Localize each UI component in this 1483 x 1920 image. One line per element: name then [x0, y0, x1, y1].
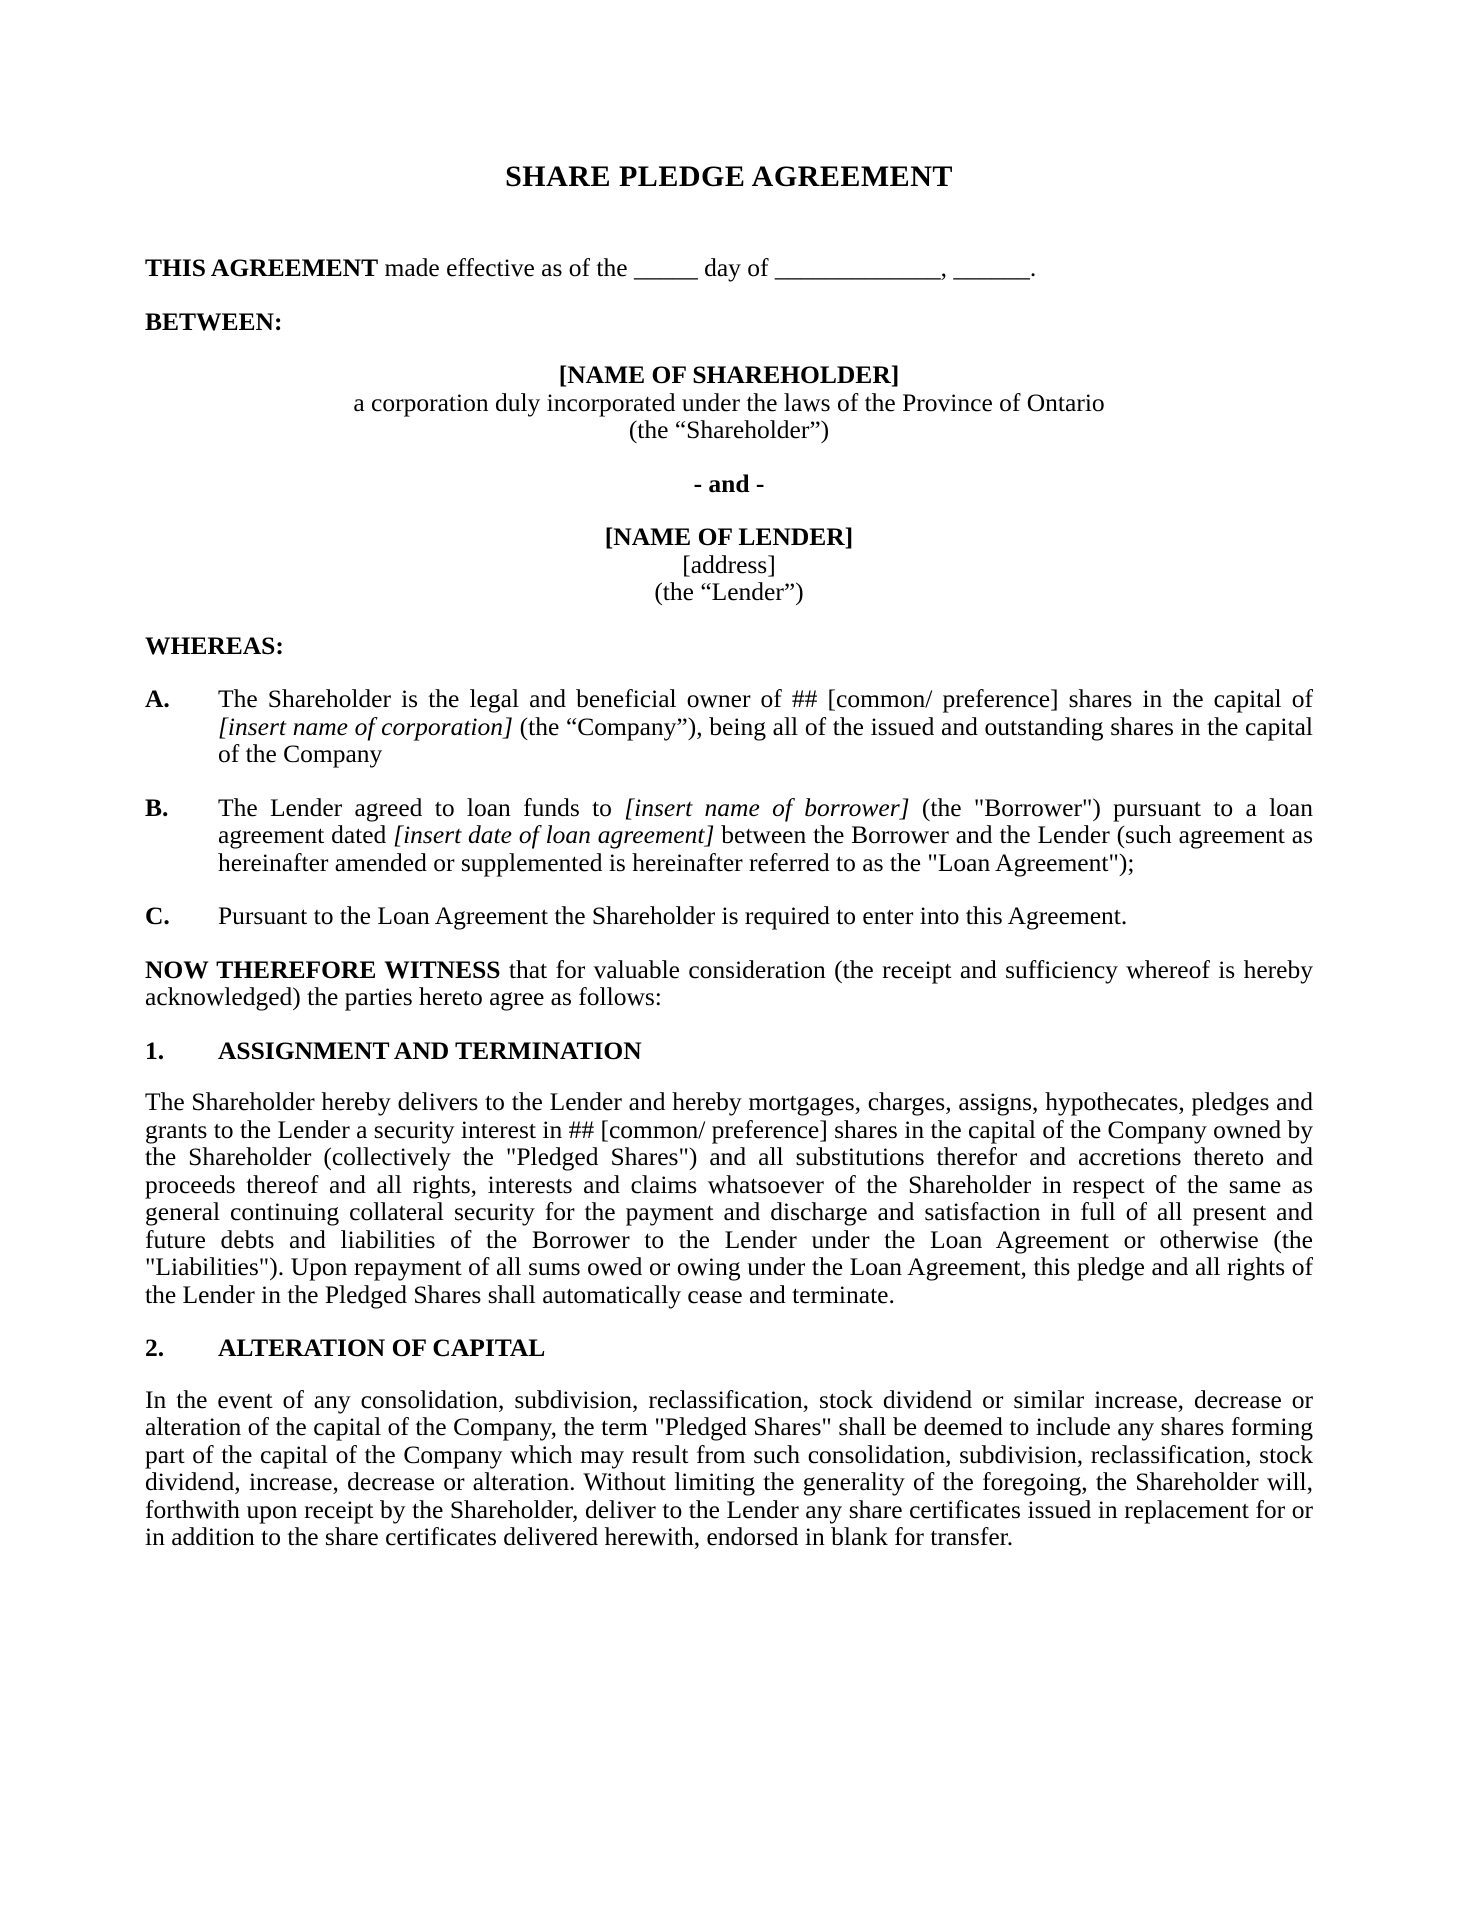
recital-b-text — [218, 794, 1313, 877]
recital-a-placeholder-1: [insert name of corporation] — [218, 711, 513, 741]
recital-a-part-1: The Shareholder is the legal and beneficial owner of ## [common/ preference] shares in the capital of — [218, 684, 1313, 713]
recital-b-part-3: between the Borrower and the Lender (such agreement as hereinafter amended or supplemented is hereinafter referred to as the "Loan Agreement"); — [218, 820, 1313, 877]
recital-a — [145, 685, 1313, 768]
section-2-title: ALTERATION OF CAPITAL — [218, 1333, 546, 1362]
therefore-rest: that for valuable consideration (the receipt and sufficiency whereof is hereby acknowledged) the parties hereto agree as follows: — [145, 954, 1313, 1011]
therefore-lead: NOW THEREFORE WITNESS — [145, 954, 501, 984]
party-lender — [145, 523, 1313, 606]
lender-alias: (the “Lender”) — [654, 577, 804, 606]
blank-year: ______ — [953, 253, 1030, 282]
intro-lead: THIS AGREEMENT — [145, 253, 379, 282]
section-2-number: 2. — [145, 1333, 165, 1362]
section-1-body: The Shareholder hereby delivers to the Lender and hereby mortgages, charges, assigns, hypothecates, pledges and grants to the Lender a security interest in ## [common/ preference] shares in the capital of the Company owned by the Shareholder (collectively the "Pledged Shares") and all substitutions therefor and accretions thereto and proceeds thereof and all rights, interests and claims whatsoever of the Shareholder in respect of the same as general continuing collateral security for the payment and discharge and satisfaction in full of all present and future debts and liabilities of the Borrower to the Lender under the Loan Agreement or otherwise (the "Liabilities"). Upon repayment of all sums owed or owing under the Loan Agreement, this pledge and all rights of the Lender in the Pledged Shares shall automatically cease and terminate. — [145, 1087, 1313, 1309]
section-1-title: ASSIGNMENT AND TERMINATION — [218, 1035, 642, 1065]
section-2-body: In the event of any consolidation, subdivision, reclassification, stock dividend or similar increase, decrease or alteration of the capital of the Company, the term "Pledged Shares" shall be deemed to include any shares forming part of the capital of the Company which may result from such consolidation, subdivision, reclassification, stock dividend, increase, decrease or alteration. Without limiting the generality of the foregoing, the Shareholder will, forthwith upon receipt by the Shareholder, deliver to the Lender any share certificates issued in replacement for or in addition to the share certificates delivered herewith, endorsed in blank for transfer. — [145, 1384, 1313, 1551]
blank-day: _____ — [633, 253, 698, 282]
recital-b-part-1: The Lender agreed to loan funds to — [218, 792, 625, 822]
section-2-heading — [145, 1334, 1313, 1362]
recital-a-text — [218, 685, 1313, 768]
recital-c-label: C. — [145, 901, 170, 930]
recital-b-placeholder-1: [insert name of borrower] — [624, 792, 910, 822]
document-title: SHARE PLEDGE AGREEMENT — [505, 160, 953, 193]
blank-month: _____________ — [774, 253, 941, 282]
recital-c-text: Pursuant to the Loan Agreement the Shareholder is required to enter into this Agreement. — [218, 901, 1128, 930]
intro-text-2: day of — [697, 253, 775, 282]
recital-b-placeholder-2: [insert date of loan agreement] — [393, 820, 715, 849]
shareholder-name: [NAME OF SHAREHOLDER] — [558, 360, 900, 389]
recital-b-label: B. — [145, 792, 169, 822]
recital-b — [145, 794, 1313, 877]
party-shareholder — [145, 361, 1313, 444]
section-1-number: 1. — [145, 1035, 165, 1065]
recital-b-part-2: (the "Borrower") pursuant to a loan agreement dated — [218, 792, 1313, 849]
intro-clause — [145, 254, 1313, 282]
whereas-label: WHEREAS: — [145, 630, 284, 660]
intro-text-1: made effective as of the — [378, 253, 634, 282]
section-1-heading — [145, 1037, 1313, 1065]
between-label: BETWEEN: — [145, 306, 283, 336]
therefore-clause — [145, 956, 1313, 1011]
shareholder-alias: (the “Shareholder”) — [628, 415, 830, 444]
and-separator: - and - — [693, 468, 765, 498]
intro-text-4: . — [1029, 253, 1037, 282]
recital-c — [145, 902, 1313, 930]
lender-address: [address] — [682, 549, 776, 579]
intro-text-3: , — [940, 253, 954, 282]
recital-a-part-2: (the “Company”), being all of the issued and outstanding shares in the capital of the Company — [218, 711, 1313, 768]
recital-a-label: A. — [145, 684, 170, 713]
lender-name: [NAME OF LENDER] — [604, 522, 854, 551]
shareholder-description: a corporation duly incorporated under the laws of the Province of Ontario — [353, 387, 1105, 417]
